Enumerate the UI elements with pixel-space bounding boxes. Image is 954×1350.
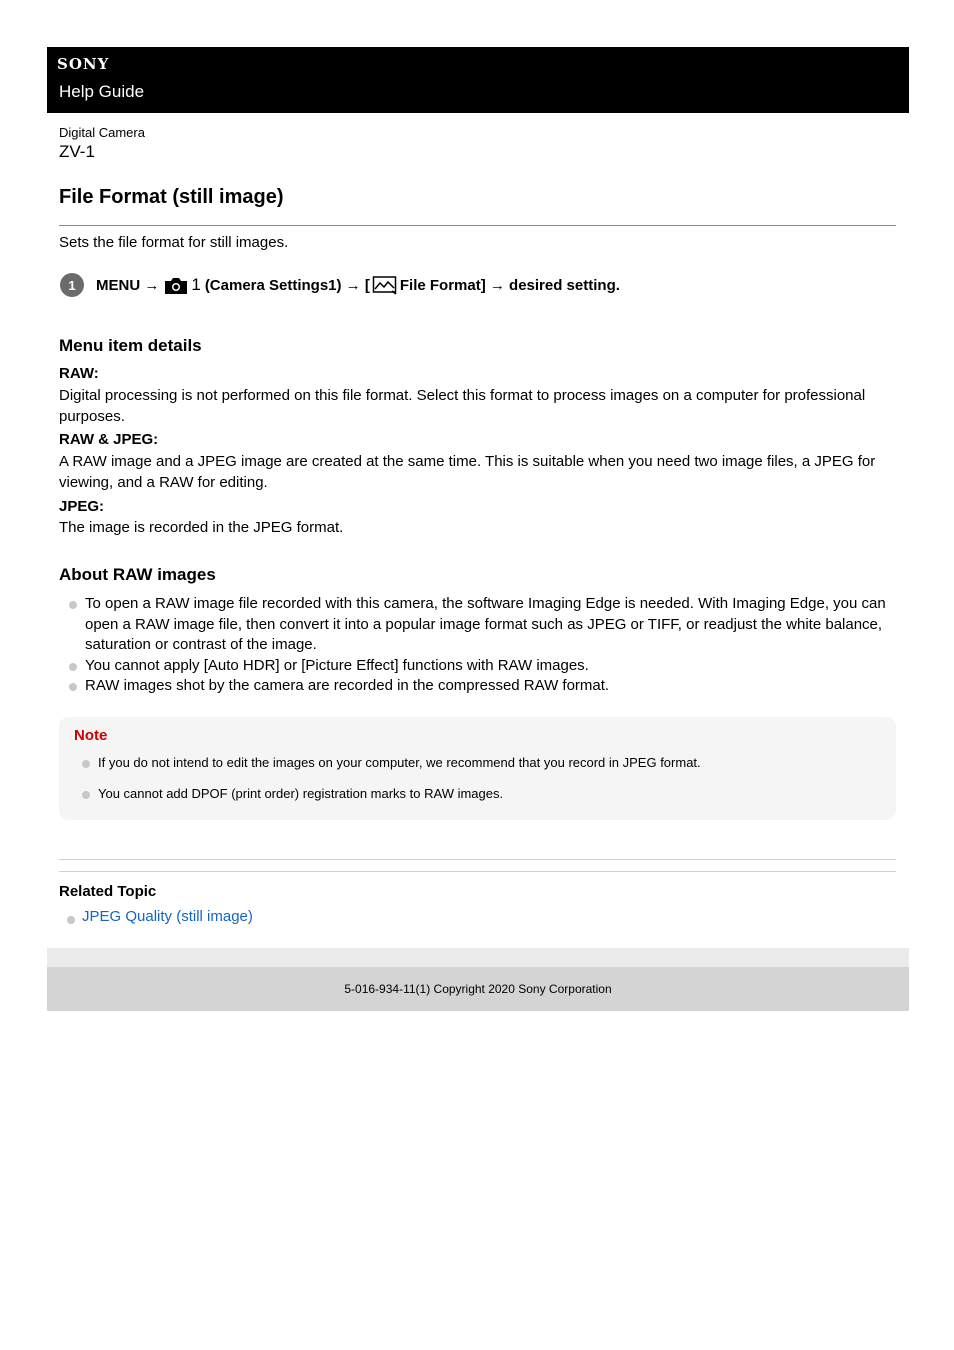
list-item-text: To open a RAW image file recorded with this camera, the software Imaging Edge is needed. With Imaging Edge, you can open a RAW image file, then convert it into a popular image format such as JPEG or TIFF, or readjust the white balance, saturation or contrast of the image. xyxy=(85,595,886,653)
bullet-icon xyxy=(82,760,90,768)
title-divider xyxy=(59,225,896,226)
term-raw-jpeg: RAW & JPEG: xyxy=(59,431,159,448)
term-raw: RAW: xyxy=(59,365,99,382)
bullet-icon xyxy=(82,791,90,799)
related-topic-heading: Related Topic xyxy=(59,883,157,900)
list-item xyxy=(59,676,899,697)
desc-raw: Digital processing is not performed on this file format. Select this format to process images on a computer for professional purposes. xyxy=(59,387,866,425)
note-title: Note xyxy=(74,727,108,744)
site-header xyxy=(47,47,909,113)
help-guide-label: Help Guide xyxy=(59,82,145,101)
note-item-text: You cannot add DPOF (print order) registration marks to RAW images. xyxy=(98,786,504,801)
related-link-jpeg-quality[interactable]: JPEG Quality (still image) xyxy=(82,908,253,925)
copyright-text: 5-016-934-11(1) Copyright 2020 Sony Corporation xyxy=(344,982,612,996)
menu-details-heading: Menu item details xyxy=(59,336,202,355)
list-item-text: You cannot apply [Auto HDR] or [Picture Effect] functions with RAW images. xyxy=(85,656,589,674)
footer xyxy=(47,967,909,1011)
intro-text: Sets the file format for still images. xyxy=(59,234,289,251)
desc-jpeg: The image is recorded in the JPEG format. xyxy=(59,519,344,536)
list-item xyxy=(59,656,899,677)
list-item xyxy=(74,755,701,786)
list-item xyxy=(74,786,701,817)
step-number-badge: 1 xyxy=(60,273,84,297)
step-camera-settings-text: (Camera Settings1) → [ xyxy=(204,276,370,294)
page-title: File Format (still image) xyxy=(59,186,284,208)
bullet-icon xyxy=(69,663,77,671)
step-file-format-text: File Format] → desired setting. xyxy=(399,276,620,294)
term-jpeg: JPEG: xyxy=(59,498,105,515)
list-item-text: RAW images shot by the camera are recorded in the compressed RAW format. xyxy=(85,677,610,694)
about-raw-list xyxy=(59,594,899,697)
related-divider-bottom xyxy=(59,871,896,872)
note-box xyxy=(59,717,896,820)
product-type: Digital Camera xyxy=(59,125,145,140)
step-menu-text: MENU → xyxy=(96,276,160,294)
bullet-icon xyxy=(67,916,75,924)
desc-raw-jpeg: A RAW image and a JPEG image are created at the same time. This is suitable when you need two image files, a JPEG for viewing, and a RAW for editing. xyxy=(59,453,876,491)
note-list xyxy=(74,755,701,817)
sony-logo: SONY xyxy=(57,55,110,73)
about-raw-heading: About RAW images xyxy=(59,565,216,584)
camera-icon xyxy=(163,275,200,295)
image-file-icon xyxy=(372,275,398,295)
list-item xyxy=(59,594,899,656)
procedure-step xyxy=(60,272,620,298)
related-divider-top xyxy=(59,859,896,860)
bullet-icon xyxy=(69,601,77,609)
camera-icon-suffix: 1 xyxy=(191,275,201,294)
related-topic-item xyxy=(59,908,253,925)
product-model: ZV-1 xyxy=(59,142,95,161)
bullet-icon xyxy=(69,683,77,691)
note-item-text: If you do not intend to edit the images on your computer, we recommend that you record in JPEG format. xyxy=(98,755,701,770)
footer-band xyxy=(47,948,909,967)
